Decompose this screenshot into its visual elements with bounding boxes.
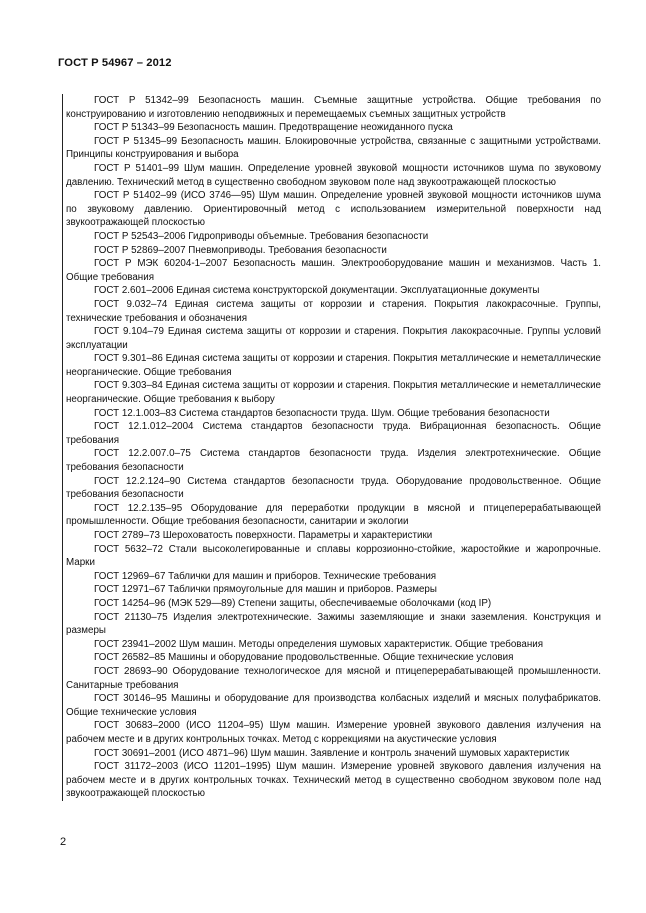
reference-item: ГОСТ 2.601–2006 Единая система конструкторской документации. Эксплуатационные документы bbox=[94, 285, 540, 297]
reference-item: ГОСТ Р 51342–99 Безопасность машин. Съемные защитные устройства. Общие требования по конструированию и изготовлению неподвижных и перемещаемых съемных защитных устройств bbox=[66, 95, 601, 120]
reference-item: ГОСТ 23941–2002 Шум машин. Методы определения шумовых характеристик. Общие требования bbox=[94, 638, 544, 650]
reference-item: ГОСТ 9.032–74 Единая система защиты от коррозии и старения. Покрытия лакокрасочные. Группы, технические требования и обозначения bbox=[66, 298, 601, 324]
reference-item: ГОСТ Р 51402–99 (ИСО 3746—95) Шум машин. Определение уровней звуковой мощности источников шума по звуковому давлению. Ориентировочный метод с использованием измерительной поверхности над звукоотражающей плоскостью bbox=[66, 190, 601, 229]
reference-item: ГОСТ 12.1.012–2004 Система стандартов безопасности труда. Вибрационная безопасность. Общие требования bbox=[66, 421, 601, 446]
reference-item: ГОСТ Р 52869–2007 Пневмоприводы. Требования безопасности bbox=[94, 244, 387, 256]
reference-item: ГОСТ 12.2.124–90 Система стандартов безопасности труда. Оборудование продовольственное. Общие требования безопасности bbox=[66, 475, 601, 501]
normative-references-list bbox=[62, 94, 601, 801]
document-header: ГОСТ Р 54967 – 2012 bbox=[58, 57, 172, 69]
reference-item: ГОСТ 2789–73 Шероховатость поверхности. Параметры и характеристики bbox=[94, 530, 433, 541]
reference-item: ГОСТ 28693–90 Оборудование технологическое для мясной и птицеперерабатывающей промышленности. Санитарные требования bbox=[66, 665, 601, 691]
reference-item: ГОСТ 12.2.135–95 Оборудование для переработки продукции в мясной и птицеперерабатывающей промышленности. Общие требования безопасности, санитарии и экологии bbox=[66, 502, 601, 528]
reference-item: ГОСТ 26582–85 Машины и оборудование продовольственные. Общие технические условия bbox=[94, 652, 514, 664]
reference-item: ГОСТ Р МЭК 60204-1–2007 Безопасность машин. Электрооборудование машин и механизмов. Часть 1. Общие требования bbox=[66, 258, 601, 283]
reference-item: ГОСТ 9.301–86 Единая система защиты от коррозии и старения. Покрытия металлические и неметаллические неорганические. Общие требования bbox=[66, 353, 601, 378]
reference-item: ГОСТ 5632–72 Стали высоколегированные и сплавы коррозионно-стойкие, жаростойкие и жаропрочные. Марки bbox=[66, 543, 601, 569]
reference-item: ГОСТ 30683–2000 (ИСО 11204–95) Шум машин. Измерение уровней звукового давления излучения на рабочем месте и в других контрольных точках. Метод с коррекциями на акустические условия bbox=[66, 720, 601, 745]
reference-item: ГОСТ 14254–96 (МЭК 529—89) Степени защиты, обеспечиваемые оболочками (код IP) bbox=[94, 597, 492, 609]
reference-item: ГОСТ Р 51401–99 Шум машин. Определение уровней звуковой мощности источников шума по звуковому давлению. Технический метод в существенно свободном звуковом поле над звукоотражающей плоскостью bbox=[66, 162, 601, 188]
reference-item: ГОСТ 9.303–84 Единая система защиты от коррозии и старения. Покрытия металлические и неметаллические неорганические. Общие требования к выбору bbox=[66, 380, 601, 406]
reference-item: ГОСТ 21130–75 Изделия электротехнические. Зажимы заземляющие и знаки заземления. Конструкция и размеры bbox=[66, 611, 601, 637]
reference-item: ГОСТ 9.104–79 Единая система защиты от коррозии и старения. Покрытия лакокрасочные. Группы условий эксплуатации bbox=[66, 326, 601, 351]
reference-item: ГОСТ Р 51345–99 Безопасность машин. Блокировочные устройства, связанные с защитными устройствами. Принципы конструирования и выбора bbox=[66, 135, 601, 161]
reference-item: ГОСТ 12971–67 Таблички прямоугольные для машин и приборов. Размеры bbox=[94, 584, 437, 596]
page-number: 2 bbox=[60, 836, 67, 848]
reference-item: ГОСТ 12.2.007.0–75 Система стандартов безопасности труда. Изделия электротехнические. Общие требования безопасности bbox=[66, 448, 601, 474]
reference-item: ГОСТ Р 51343–99 Безопасность машин. Предотвращение неожиданного пуска bbox=[94, 122, 453, 134]
reference-item: ГОСТ 30691–2001 (ИСО 4871–96) Шум машин. Заявление и контроль значений шумовых характеристик bbox=[94, 747, 570, 759]
reference-item: ГОСТ 12.1.003–83 Система стандартов безопасности труда. Шум. Общие требования безопасности bbox=[94, 407, 550, 419]
reference-item: ГОСТ 12969–67 Таблички для машин и приборов. Технические требования bbox=[94, 570, 437, 582]
reference-item: ГОСТ 30146–95 Машины и оборудование для производства колбасных изделий и мясных полуфабрикатов. Общие технические условия bbox=[66, 693, 601, 718]
reference-item: ГОСТ Р 52543–2006 Гидроприводы объемные. Требования безопасности bbox=[94, 230, 429, 242]
reference-item: ГОСТ 31172–2003 (ИСО 11201–1995) Шум машин. Измерение уровней звукового давления излучения на рабочем месте и в других контрольных точках. Технический метод в существенно свободном звуковом поле над звукоотражающей плоскостью bbox=[66, 761, 601, 800]
